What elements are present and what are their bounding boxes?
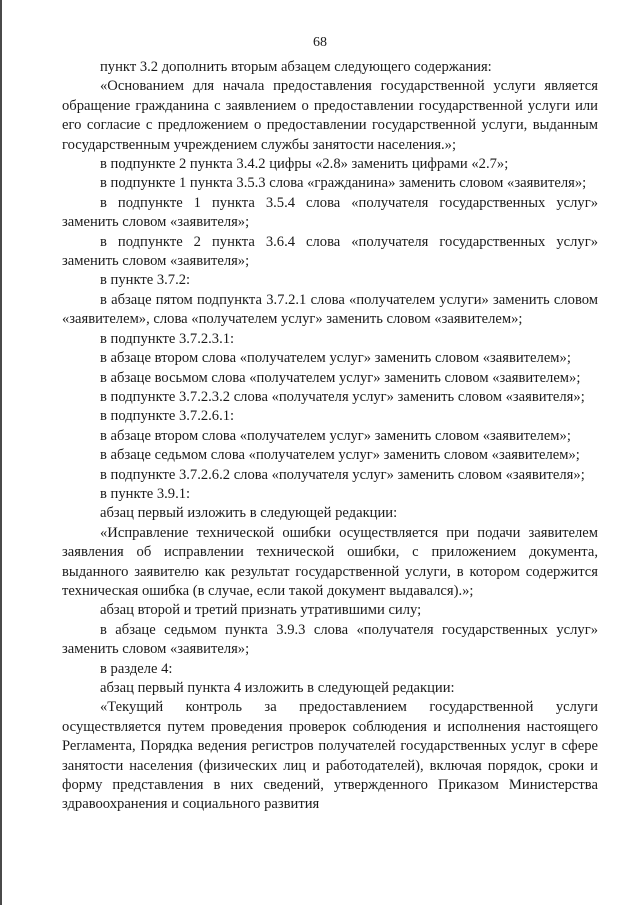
paragraph: «Текущий контроль за предоставлением государственной услуги осуществляется путем проведения проверок соблюдения и исполнения настоящего Регламента, Порядка ведения регистров получателей государственных услуг в сфере занятости населения (физических лиц и работодателей), включая порядок, сроки и форму представления в них сведений, утвержденного Приказом Министерства здравоохранения и социального развития — [62, 699, 598, 813]
paragraph: в разделе 4: — [100, 660, 173, 677]
paragraph: в абзаце втором слова «получателем услуг» заменить словом «заявителем»; — [100, 350, 571, 367]
paragraph: в подпункте 3.7.2.6.1: — [100, 408, 235, 425]
paragraph: «Исправление технической ошибки осуществляется при подачи заявителем заявления об исправлении технической ошибки, с приложением документа, выданного заявителю как результат государственной услуги, в котором содержится техническая ошибка (в случае, если такой документ выдавался).»; — [62, 524, 598, 599]
paragraph: абзац первый изложить в следующей редакции: — [100, 505, 398, 522]
paragraph: в абзаце втором слова «получателем услуг» заменить словом «заявителем»; — [100, 427, 571, 444]
paragraph: в абзаце восьмом слова «получателем услуг» заменить словом «заявителем»; — [100, 369, 581, 386]
paragraph: в подпункте 1 пункта 3.5.3 слова «гражданина» заменить словом «заявителя»; — [100, 175, 587, 192]
paragraph: в подпункте 3.7.2.6.2 слова «получателя услуг» заменить словом «заявителя»; — [100, 466, 585, 483]
paragraph: «Основанием для начала предоставления государственной услуги является обращение гражданина с заявлением о предоставлении государственной услуги или его согласие с предложением о предоставлении государственной услуги, выданным государственным учреждением службы занятости населения.»; — [62, 78, 598, 153]
paragraph: в пункте 3.7.2: — [100, 272, 191, 289]
paragraph: в абзаце седьмом пункта 3.9.3 слова «получателя государственных услуг» заменить словом «заявителя»; — [62, 621, 598, 658]
paragraph: пункт 3.2 дополнить вторым абзацем следующего содержания: — [100, 59, 492, 75]
paragraph: в пункте 3.9.1: — [100, 485, 191, 502]
paragraph: абзац первый пункта 4 изложить в следующей редакции: — [100, 680, 455, 696]
paragraph: в абзаце седьмом слова «получателем услуг» заменить словом «заявителем»; — [100, 447, 580, 464]
paragraph: в подпункте 3.7.2.3.2 слова «получателя услуг» заменить словом «заявителя»; — [100, 388, 585, 405]
paragraph: в подпункте 2 пункта 3.6.4 слова «получателя государственных услуг» заменить словом «заявителя»; — [62, 233, 598, 270]
paragraph: в подпункте 2 пункта 3.4.2 цифры «2.8» заменить цифрами «2.7»; — [100, 156, 509, 173]
paragraph: в подпункте 3.7.2.3.1: — [100, 330, 235, 347]
paragraph: в абзаце пятом подпункта 3.7.2.1 слова «получателем услуги» заменить словом «заявителем», слова «получателем услуг» заменить словом «заявителем»; — [62, 291, 598, 328]
page-number: 68 — [313, 35, 327, 50]
document-body — [62, 58, 598, 815]
scan-edge — [0, 0, 2, 905]
paragraph: абзац второй и третий признать утратившими силу; — [100, 602, 422, 619]
paragraph: в подпункте 1 пункта 3.5.4 слова «получателя государственных услуг» заменить словом «заявителя»; — [62, 194, 598, 231]
